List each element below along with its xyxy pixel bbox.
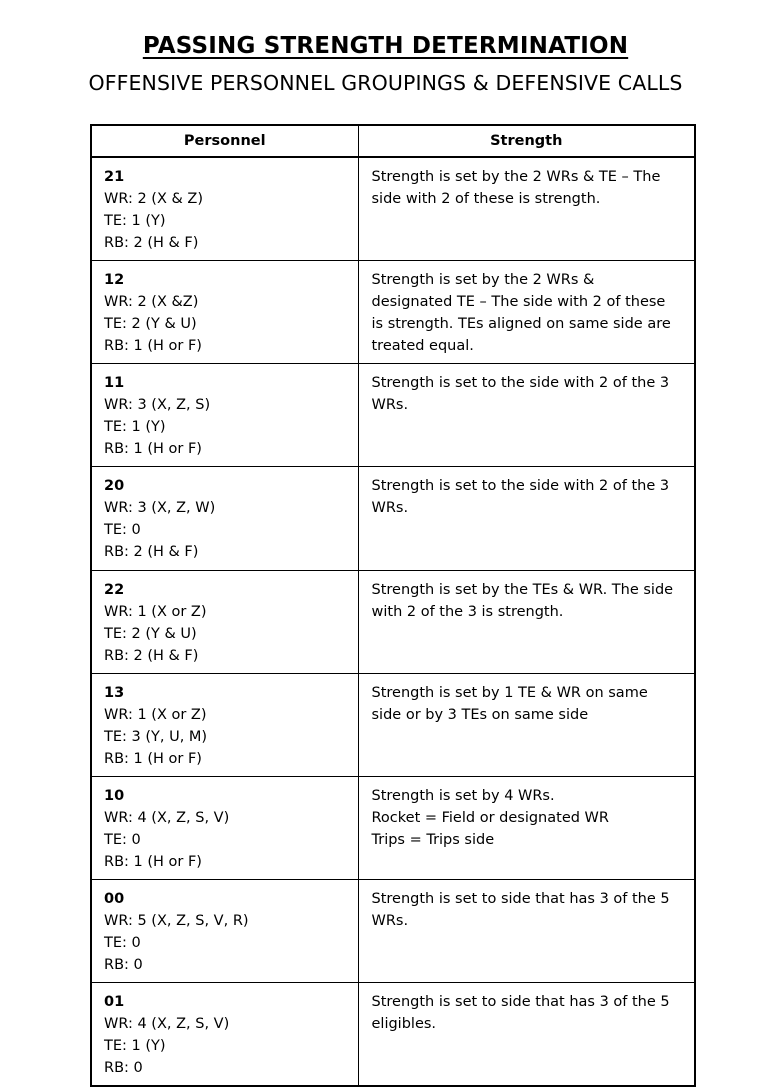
personnel-cell <box>91 157 358 261</box>
page-title <box>0 0 771 59</box>
personnel-grouping-code: 20 <box>104 478 125 495</box>
personnel-wr-line: WR: 2 (X & Z) <box>104 191 204 208</box>
personnel-cell <box>91 879 358 982</box>
personnel-rb-line: RB: 2 (H & F) <box>104 544 199 561</box>
personnel-grouping-code: 11 <box>104 375 125 392</box>
table-row <box>91 570 695 673</box>
personnel-te-line: TE: 0 <box>104 934 141 951</box>
personnel-rb-line: RB: 1 (H or F) <box>104 750 202 767</box>
column-header-strength: Strength <box>358 125 695 157</box>
strength-rule-line: Trips = Trips side <box>371 831 495 848</box>
table-row <box>91 157 695 261</box>
personnel-te-line: TE: 3 (Y, U, M) <box>104 728 208 745</box>
personnel-te-line: TE: 2 (Y & U) <box>104 625 197 642</box>
strength-rule-text: Strength is set by 1 TE & WR on same side or by 3 TEs on same side <box>371 684 648 723</box>
table-row <box>91 983 695 1087</box>
personnel-rb-line: RB: 2 (H & F) <box>104 647 199 664</box>
strength-cell <box>358 364 695 467</box>
table-row <box>91 364 695 467</box>
personnel-wr-line: WR: 3 (X, Z, S) <box>104 397 211 414</box>
strength-rule-text: Strength is set to side that has 3 of the 5 WRs. <box>371 890 670 929</box>
strength-cell <box>358 467 695 570</box>
strength-rule-text: Strength is set to side that has 3 of the 5 eligibles. <box>371 994 670 1033</box>
personnel-grouping-code: 01 <box>104 994 125 1010</box>
personnel-grouping-code: 22 <box>104 581 125 598</box>
personnel-grouping-code: 21 <box>104 169 125 185</box>
personnel-grouping-code: 00 <box>104 890 125 907</box>
personnel-cell <box>91 983 358 1087</box>
personnel-cell <box>91 261 358 364</box>
personnel-te-line: TE: 0 <box>104 522 141 539</box>
table-row <box>91 673 695 776</box>
table-row <box>91 879 695 982</box>
strength-cell <box>358 673 695 776</box>
page-title-text: PASSING STRENGTH DETERMINATION <box>142 33 629 59</box>
personnel-cell <box>91 570 358 673</box>
personnel-te-line: TE: 1 (Y) <box>104 213 166 230</box>
personnel-cell <box>91 467 358 570</box>
personnel-rb-line: RB: 1 (H or F) <box>104 441 202 458</box>
personnel-te-line: TE: 1 (Y) <box>104 419 166 436</box>
personnel-grouping-code: 13 <box>104 684 125 701</box>
personnel-wr-line: WR: 3 (X, Z, W) <box>104 500 216 517</box>
strength-rule-line: Strength is set by 4 WRs. <box>371 787 555 804</box>
personnel-rb-line: RB: 0 <box>104 1060 143 1077</box>
strength-cell <box>358 776 695 879</box>
personnel-strength-table-wrapper <box>90 124 694 1087</box>
table-header-row <box>91 125 695 157</box>
column-header-personnel: Personnel <box>91 125 358 157</box>
personnel-strength-table <box>90 124 696 1087</box>
personnel-wr-line: WR: 4 (X, Z, S, V) <box>104 1016 230 1033</box>
personnel-cell <box>91 364 358 467</box>
personnel-te-line: TE: 0 <box>104 831 141 848</box>
personnel-wr-line: WR: 2 (X &Z) <box>104 294 199 311</box>
page-subtitle: OFFENSIVE PERSONNEL GROUPINGS & DEFENSIVE CALLS <box>88 71 683 96</box>
personnel-rb-line: RB: 0 <box>104 956 143 973</box>
personnel-cell <box>91 673 358 776</box>
personnel-te-line: TE: 2 (Y & U) <box>104 316 197 333</box>
strength-cell <box>358 570 695 673</box>
personnel-cell <box>91 776 358 879</box>
strength-rule-line: Rocket = Field or designated WR <box>371 809 609 826</box>
strength-rule-text: Strength is set to the side with 2 of the 3 WRs. <box>371 478 670 517</box>
strength-cell <box>358 157 695 261</box>
personnel-grouping-code: 10 <box>104 787 125 804</box>
strength-cell <box>358 879 695 982</box>
personnel-rb-line: RB: 2 (H & F) <box>104 235 199 252</box>
strength-rule-text: Strength is set to the side with 2 of the 3 WRs. <box>371 375 670 414</box>
personnel-rb-line: RB: 1 (H or F) <box>104 853 202 870</box>
table-header <box>91 125 695 157</box>
table-row <box>91 261 695 364</box>
personnel-wr-line: WR: 1 (X or Z) <box>104 706 207 723</box>
personnel-te-line: TE: 1 (Y) <box>104 1038 166 1055</box>
strength-rule-text: Strength is set by the 2 WRs & TE – The side with 2 of these is strength. <box>371 169 661 208</box>
strength-cell <box>358 261 695 364</box>
table-row <box>91 776 695 879</box>
personnel-wr-line: WR: 5 (X, Z, S, V, R) <box>104 912 249 929</box>
personnel-wr-line: WR: 4 (X, Z, S, V) <box>104 809 230 826</box>
table-body <box>91 157 695 1086</box>
personnel-rb-line: RB: 1 (H or F) <box>104 338 202 355</box>
personnel-wr-line: WR: 1 (X or Z) <box>104 603 207 620</box>
strength-rule-text: Strength is set by the 2 WRs & designated TE – The side with 2 of these is strength. TEs aligned on same side are treated equal. <box>371 272 671 355</box>
strength-rule-text: Strength is set by the TEs & WR. The side with 2 of the 3 is strength. <box>371 581 674 620</box>
strength-cell <box>358 983 695 1087</box>
table-row <box>91 467 695 570</box>
personnel-grouping-code: 12 <box>104 272 125 289</box>
